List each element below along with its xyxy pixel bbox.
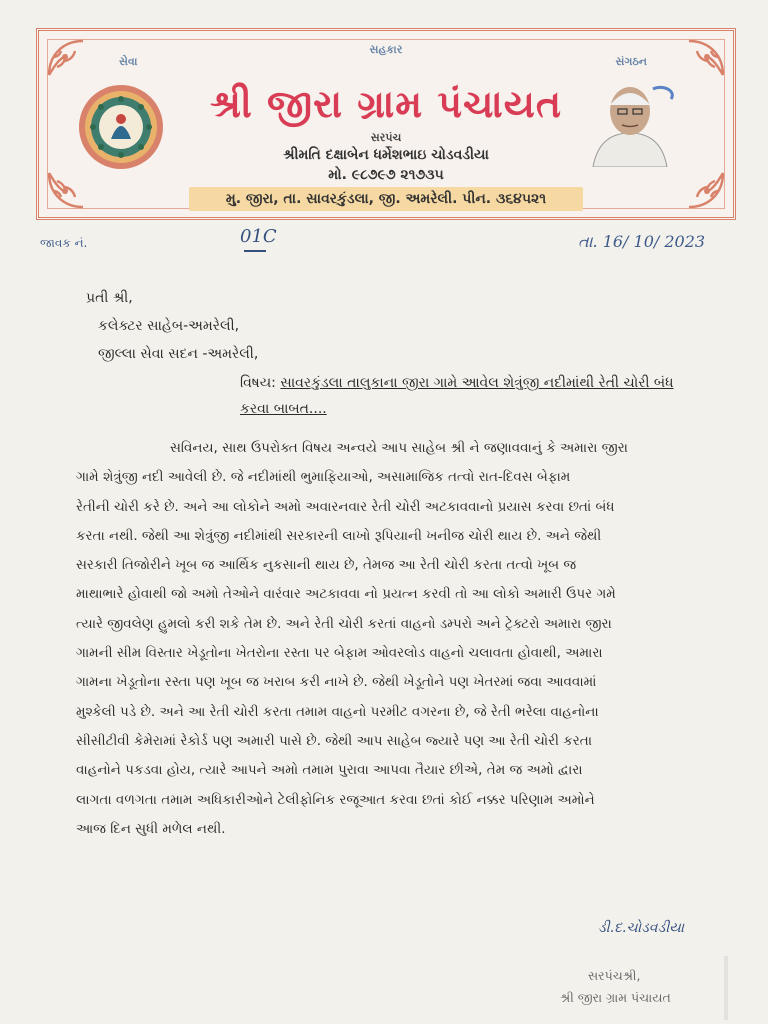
body-line: મુશ્કેલી પડે છે. અને આ રેતી ચોરી કરતા તમામ વાહનો પરમીટ વગરના છે, જે રેતી ભરેલા વાહનોના [76,703,599,720]
body-line: લાગતા વળગતા તમામ અધિકારીઓને ટેલીફોનિક રજૂઆત કરવા છતાં કોઈ નક્કર પરિણામ અમોને [76,791,595,808]
letter-body [76,434,694,844]
recipient-salutation: પ્રતી શ્રી, [86,290,133,306]
body-line: ગામે શેત્રુંજી નદી આવેલી છે. જે નદીમાંથી ભુમાફિયાઓ, અસામાજિક તત્વો રાત-દિવસ બેફામ [76,469,571,486]
body-line: કરતા નથી. જેથી આ શેત્રુંજી નદીમાંથી સરકારની લાખો રૂપિયાની ખનીજ ચોરી થાય છે. અને જેથી [76,527,602,544]
body-line: ત્યારે જીવલેણ હુમલો કરી શકે તેમ છે. અને રેતી ચોરી કરતાં વાહનો ડમ્પરો અને ટ્રેક્ટરો અમારા જીરા [76,615,612,632]
phone-number: મો. ૯૮૭૯૭ ૨૧૭૩૫ [328,167,444,183]
sarpanch-role-label: સરપંચ [370,131,402,144]
letterhead [36,28,736,220]
subject-text: સાવરકુંડલા તાલુકાના જીરા ગામે આવેલ શેત્રુંજી નદીમાંથી રેતી ચોરી બંધ કરવા બાબત.... [240,375,674,417]
motto-left: સેવા [119,55,138,68]
body-line: સીસીટીવી કેમેરામાં રેકોર્ડ પણ અમારી પાસે છે. જેથી આપ સાહેબ જ્યારે પણ આ રેતી ચોરી કરતા [76,732,593,749]
body-line: રેતીની ચોરી કરે છે. અને આ લોકોને અમો અવારનવાર રેતી ચોરી અટકાવવાનો પ્રયાસ કરવા છતાં બંધ [76,498,615,515]
outward-number-value: 01C [240,226,277,247]
recipient-office: જીલ્લા સેવા સદન -અમરેલી, [98,346,259,362]
handwritten-signature: ડી.દ.ચોડવડીયા [598,920,685,936]
subject-label: વિષય: [240,375,276,391]
letter-date: તા. 16/ 10/ 2023 [578,232,706,251]
body-line: સરકારી તિજોરીને ખૂબ જ આર્થિક નુકસાની થાય છે, તેમજ આ રેતી ચોરી કરતા તત્વો ખૂબ જ [76,557,577,574]
outward-number-label: જાવક નં. [40,236,88,250]
subject-line [240,370,690,422]
sarpanch-name: શ્રીમતિ દક્ષાબેન ધર્મેશભાઇ ચોડવડીયા [283,147,489,163]
body-line: માથાભારે હોવાથી જો અમો તેઓને વારંવાર અટકાવવા નો પ્રયત્ન કરવી તો આ લોકો અમારી ઉપર ગમે [76,586,616,603]
signatory-organization: શ્રી જીરા ગ્રામ પંચાયત [560,990,671,1005]
body-line: ગામના ખેડૂતોના રસ્તા પણ ખૂબ જ ખરાબ કરી નાખે છે. જેથી ખેડૂતોને પણ ખેતરમાં જવા આવવામાં [76,674,597,691]
outward-number-underline [244,250,266,252]
body-line: ગામની સીમ વિસ્તાર ખેડૂતોના ખેતરોના રસ્તા પર બેફામ ઓવરલોડ વાહનો ચલાવતા હોવાથી, અમારા [76,645,603,662]
motto-right: સંગઠન [615,55,647,68]
letterhead-title: શ્રી જીરા ગ્રામ પંચાયત [209,81,563,126]
body-line: સવિનય, સાથ ઉપરોક્ત વિષય અન્વયે આપ સાહેબ શ્રી ને જણાવવાનું કે અમારા જીરા [170,440,628,456]
body-line: આજ દિન સુધી મળેલ નથી. [76,820,226,837]
signatory-role: સરપંચશ્રી, [588,968,641,983]
leader-portrait-icon [585,71,675,167]
paper-edge [724,956,728,1020]
body-line: વાહનોને પકડવા હોય, ત્યારે આપને અમો તમામ પુરાવા આપવા તૈયાર છીએ, તેમ જ અમો દ્વારા [76,762,583,779]
motto-center: સહકાર [369,43,403,56]
letterhead-address: મુ. જીરા, તા. સાવરકુંડલા, જી. અમરેલી. પીન. ૩૬૪૫૨૧ [189,187,583,211]
recipient-title: કલેક્ટર સાહેબ-અમરેલી, [98,318,240,334]
